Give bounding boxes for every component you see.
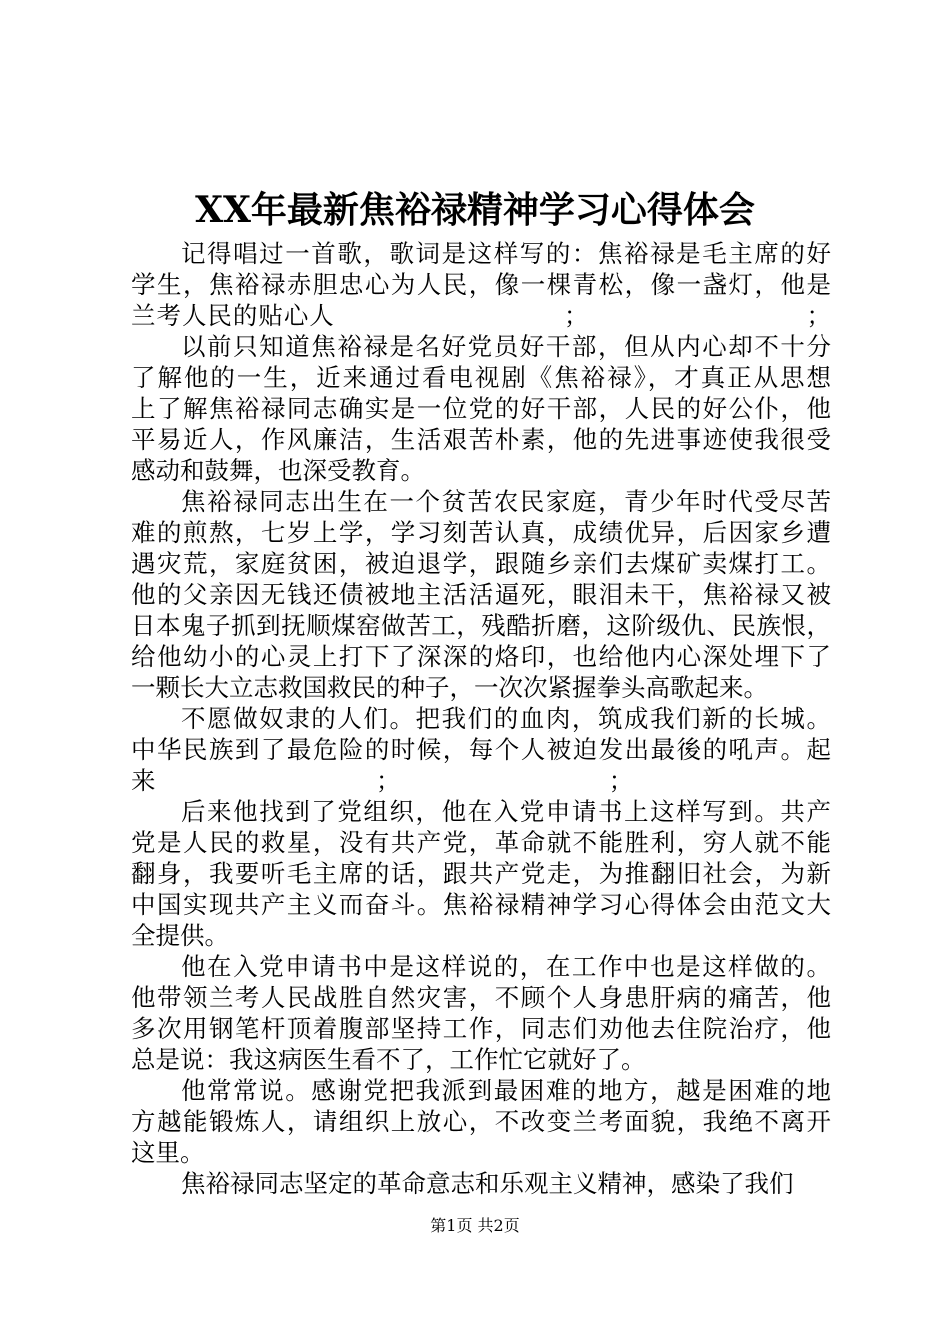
text-line: 多次用钢笔杆顶着腹部坚持工作，同志们劝他去住院治疗，他 bbox=[131, 1014, 831, 1043]
text-line: 党是人民的救星，没有共产党，革命就不能胜利，穷人就不能 bbox=[131, 828, 831, 857]
text-line: 焦裕禄同志坚定的革命意志和乐观主义精神，感染了我们 bbox=[181, 1169, 794, 1198]
text-line: 他的父亲因无钱还债被地主活活逼死，眼泪未干，焦裕禄又被 bbox=[131, 580, 831, 609]
text-line: 中国实现共产主义而奋斗。焦裕禄精神学习心得体会由范文大 bbox=[131, 890, 831, 919]
text-line: 日本鬼子抓到抚顺煤窑做苦工，残酷折磨，这阶级仇、民族恨， bbox=[131, 611, 831, 640]
text-line: 给他幼小的心灵上打下了深深的烙印，也给他内心深处埋下了 bbox=[131, 642, 831, 671]
document-body bbox=[131, 238, 831, 1199]
text-line: 以前只知道焦裕禄是名好党员好干部，但从内心却不十分 bbox=[181, 332, 831, 361]
text-line: 难的煎熬，七岁上学，学习刻苦认真，成绩优异，后因家乡遭 bbox=[131, 518, 831, 547]
text-line: 了解他的一生，近来通过看电视剧《焦裕禄》，才真正从思想 bbox=[131, 363, 831, 392]
text-line: 学生，焦裕禄赤胆忠心为人民，像一棵青松，像一盏灯，他是 bbox=[131, 270, 831, 299]
text-line: 他在入党申请书中是这样说的，在工作中也是这样做的。 bbox=[181, 952, 831, 981]
text-line: 记得唱过一首歌，歌词是这样写的：焦裕禄是毛主席的好 bbox=[181, 239, 831, 268]
text-line: 兰考人民的贴心人 ； ； bbox=[131, 301, 831, 330]
text-line: 方越能锻炼人，请组织上放心，不改变兰考面貌，我绝不离开 bbox=[131, 1107, 831, 1136]
text-line: 这里。 bbox=[131, 1138, 205, 1167]
text-line: 后来他找到了党组织，他在入党申请书上这样写到。共产 bbox=[181, 797, 831, 826]
text-line: 焦裕禄同志出生在一个贫苦农民家庭，青少年时代受尽苦 bbox=[181, 487, 831, 516]
text-line: 来 ； ； bbox=[131, 766, 634, 795]
page-number-footer: 第1页 共2页 bbox=[430, 1216, 520, 1235]
text-line: 不愿做奴隶的人们。把我们的血肉，筑成我们新的长城。 bbox=[181, 704, 831, 733]
text-line: 上了解焦裕禄同志确实是一位党的好干部，人民的好公仆，他 bbox=[131, 394, 831, 423]
text-line: 他常常说。感谢党把我派到最困难的地方，越是困难的地 bbox=[181, 1076, 831, 1105]
document-title: XX年最新焦裕禄精神学习心得体会 bbox=[195, 189, 755, 231]
text-line: 中华民族到了最危险的时候，每个人被迫发出最後的吼声。起 bbox=[131, 735, 831, 764]
text-line: 一颗长大立志救国救民的种子，一次次紧握拳头高歌起来。 bbox=[131, 673, 768, 702]
text-line: 遇灾荒，家庭贫困，被迫退学，跟随乡亲们去煤矿卖煤打工。 bbox=[131, 549, 831, 578]
text-line: 全提供。 bbox=[131, 921, 229, 950]
text-line: 他带领兰考人民战胜自然灾害，不顾个人身患肝病的痛苦，他 bbox=[131, 983, 831, 1012]
text-line: 总是说：我这病医生看不了，工作忙它就好了。 bbox=[131, 1045, 646, 1074]
text-line: 平易近人，作风廉洁，生活艰苦朴素，他的先进事迹使我很受 bbox=[131, 425, 831, 454]
text-line: 翻身，我要听毛主席的话，跟共产党走，为推翻旧社会，为新 bbox=[131, 859, 831, 888]
text-line: 感动和鼓舞，也深受教育。 bbox=[131, 456, 425, 485]
